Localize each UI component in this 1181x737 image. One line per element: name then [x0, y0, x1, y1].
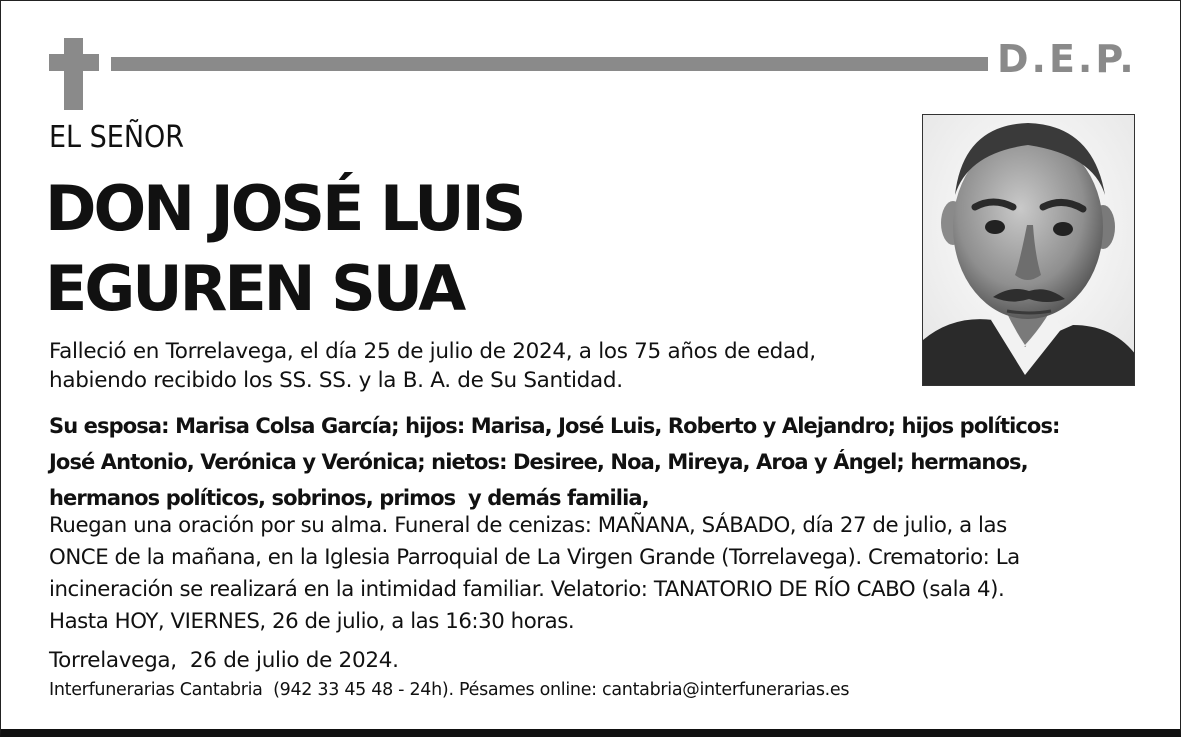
service-line4: Hasta HOY, VIERNES, 26 de julio, a las 16:30 horas. [49, 609, 575, 634]
header-rule [111, 57, 988, 71]
family-line2: José Antonio, Verónica y Verónica; nietos: Desiree, Noa, Mireya, Aroa y Ángel; hermanos, [49, 450, 1028, 474]
family-line3: hermanos políticos, sobrinos, primos y demás familia, [49, 486, 649, 510]
place-date: Torrelavega, 26 de julio de 2024. [49, 648, 399, 673]
service-line1: Ruegan una oración por su alma. Funeral de cenizas: MAÑANA, SÁBADO, día 27 de julio, a las [49, 513, 1007, 538]
service-details [49, 510, 1159, 638]
cross-icon [64, 38, 83, 110]
portrait-image [923, 115, 1135, 386]
funeral-home-contact: Interfunerarias Cantabria (942 33 45 48 - 24h). Pésames online: cantabria@interfunerarias.es [49, 680, 850, 700]
portrait-photo [922, 114, 1135, 386]
death-notice-line2: habiendo recibido los SS. SS. y la B. A. de Su Santidad. [49, 368, 623, 393]
deceased-title: EL SEÑOR [49, 120, 185, 155]
deceased-name [45, 169, 523, 329]
service-line3: incineración se realizará en la intimidad familiar. Velatorio: TANATORIO DE RÍO CABO (sala 4). [49, 577, 1005, 602]
deceased-name-line1: DON JOSÉ LUIS [45, 172, 524, 245]
cross-icon-bar [49, 54, 99, 71]
death-notice [49, 337, 899, 395]
dep-heading: D.E.P. [997, 37, 1137, 81]
family-line1: Su esposa: Marisa Colsa García; hijos: Marisa, José Luis, Roberto y Alejandro; hijos políticos: [49, 414, 1060, 438]
death-notice-line1: Falleció en Torrelavega, el día 25 de julio de 2024, a los 75 años de edad, [49, 339, 816, 364]
family-list [49, 408, 1159, 516]
deceased-name-line2: EGUREN SUA [45, 252, 464, 325]
service-line2: ONCE de la mañana, en la Iglesia Parroquial de La Virgen Grande (Torrelavega). Crematorio: La [49, 545, 1020, 570]
